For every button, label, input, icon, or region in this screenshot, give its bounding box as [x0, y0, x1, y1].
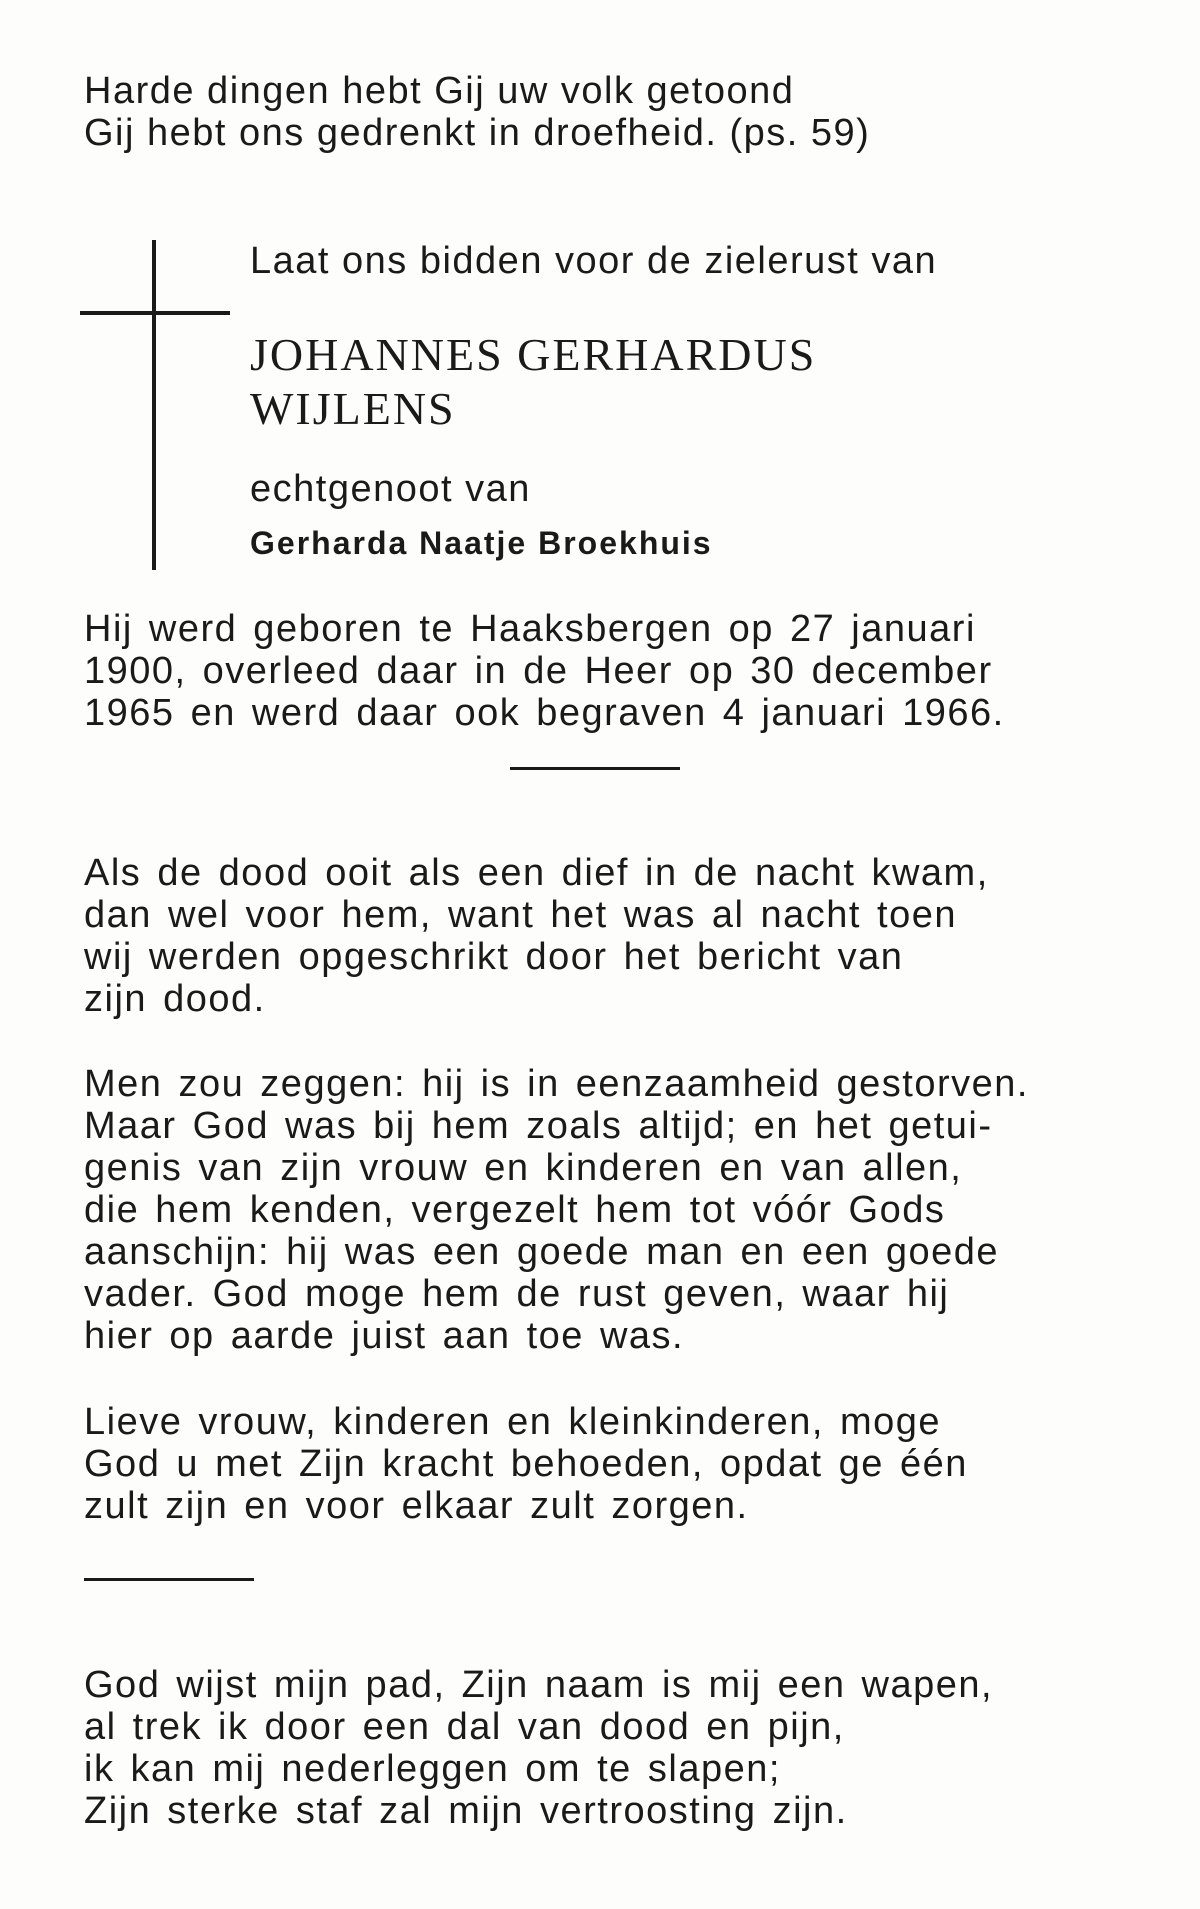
paragraph-line: Lieve vrouw, kinderen en kleinkinderen, moge	[84, 1401, 942, 1443]
paragraph-line: aanschijn: hij was een goede man en een goede	[84, 1231, 999, 1273]
prayer-intro: Laat ons bidden voor de zielerust van	[250, 240, 938, 282]
paragraph-line: wij werden opgeschrikt door het bericht van	[84, 936, 904, 978]
paragraph-line: zijn dood.	[84, 978, 266, 1020]
paragraph-tribute	[84, 1063, 1029, 1357]
biography	[84, 608, 1005, 734]
biography-line: 1900, overleed daar in de Heer op 30 december	[84, 650, 993, 692]
spouse-name: Gerharda Naatje Broekhuis	[250, 525, 713, 561]
divider	[510, 767, 680, 770]
deceased-name	[250, 328, 816, 436]
paragraph-line: Maar God was bij hem zoals altijd; en het getui-	[84, 1105, 993, 1147]
epigraph	[84, 70, 870, 154]
epigraph-line: Harde dingen hebt Gij uw volk getoond	[84, 70, 795, 112]
biography-line: Hij werd geboren te Haaksbergen op 27 januari	[84, 608, 976, 650]
deceased-name-line: WIJLENS	[250, 383, 456, 434]
closing-poem	[84, 1664, 993, 1832]
paragraph-line: Men zou zeggen: hij is in eenzaamheid gestorven.	[84, 1063, 1029, 1105]
divider	[84, 1578, 254, 1581]
epigraph-line: Gij hebt ons gedrenkt in droefheid. (ps. 59)	[84, 112, 871, 154]
biography-line: 1965 en werd daar ook begraven 4 januari 1966.	[84, 692, 1005, 734]
spouse-label: echtgenoot van	[250, 468, 531, 510]
cross-icon-horizontal	[80, 311, 230, 315]
paragraph-line: vader. God moge hem de rust geven, waar hij	[84, 1273, 950, 1315]
paragraph-death	[84, 852, 989, 1020]
paragraph-line: dan wel voor hem, want het was al nacht toen	[84, 894, 958, 936]
paragraph-line: God u met Zijn kracht behoeden, opdat ge één	[84, 1443, 968, 1485]
poem-line: al trek ik door een dal van dood en pijn,	[84, 1706, 845, 1748]
poem-line: ik kan mij nederleggen om te slapen;	[84, 1748, 781, 1790]
poem-line: God wijst mijn pad, Zijn naam is mij een wapen,	[84, 1664, 994, 1706]
paragraph-line: genis van zijn vrouw en kinderen en van allen,	[84, 1147, 963, 1189]
cross-icon-vertical	[152, 240, 156, 570]
paragraph-line: die hem kenden, vergezelt hem tot vóór Gods	[84, 1189, 946, 1231]
paragraph-line: hier op aarde juist aan toe was.	[84, 1315, 685, 1357]
poem-line: Zijn sterke staf zal mijn vertroosting zijn.	[84, 1790, 848, 1832]
paragraph-line: Als de dood ooit als een dief in de nacht kwam,	[84, 852, 989, 894]
deceased-name-line: JOHANNES GERHARDUS	[250, 329, 817, 380]
paragraph-family	[84, 1401, 968, 1527]
paragraph-line: zult zijn en voor elkaar zult zorgen.	[84, 1485, 749, 1527]
